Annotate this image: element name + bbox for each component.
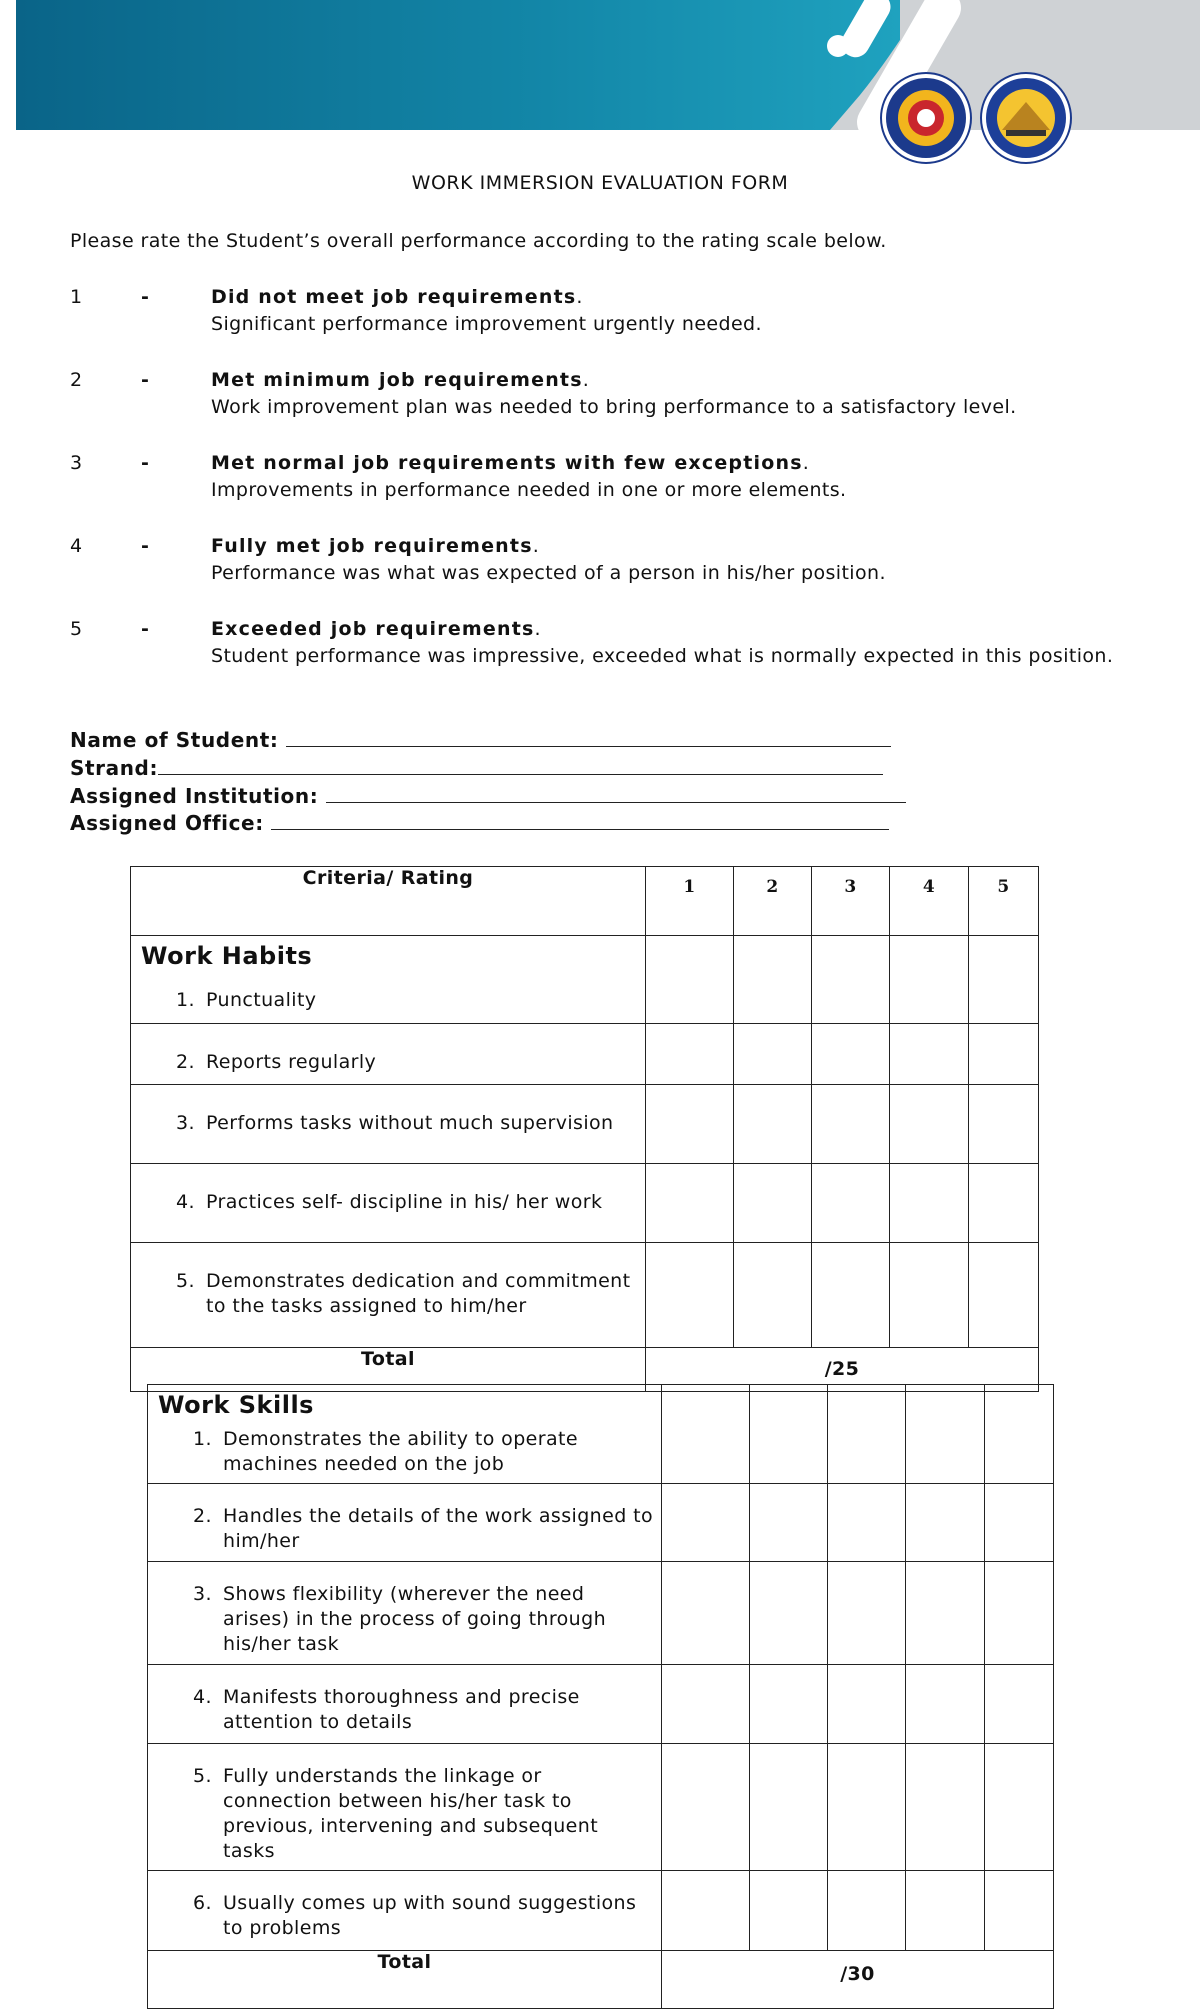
table-row xyxy=(148,1484,1054,1562)
field-label: Strand: xyxy=(70,756,159,780)
item-number: 4. xyxy=(176,1191,195,1213)
rating-cell[interactable] xyxy=(812,1085,890,1164)
rating-cell[interactable] xyxy=(906,1562,985,1665)
scale-number: 4 xyxy=(70,535,83,557)
item-number: 1. xyxy=(193,1428,212,1450)
rating-cell[interactable] xyxy=(812,1243,890,1348)
rating-cell[interactable] xyxy=(985,1484,1054,1562)
scale-heading: Met minimum job requirements xyxy=(211,369,583,391)
scale-dash: - xyxy=(141,618,150,640)
rating-cell[interactable] xyxy=(985,1665,1054,1744)
scale-dash: - xyxy=(141,535,150,557)
rating-cell[interactable] xyxy=(828,1484,906,1562)
criteria-item: Demonstrates the ability to operate machines needed on the job xyxy=(223,1428,578,1475)
item-number: 3. xyxy=(176,1112,195,1134)
rating-cell[interactable] xyxy=(750,1665,828,1744)
total-score[interactable]: /30 xyxy=(662,1951,1054,2009)
scale-description: Significant performance improvement urgently needed. xyxy=(211,313,762,335)
criteria-item: Practices self- discipline in his/ her work xyxy=(206,1191,603,1213)
total-row xyxy=(148,1951,1054,2009)
table-row xyxy=(148,1665,1054,1744)
rating-cell[interactable] xyxy=(906,1484,985,1562)
work-habits-table xyxy=(130,866,1039,1392)
institution-field[interactable] xyxy=(70,784,906,808)
rating-header-4: 4 xyxy=(890,867,969,936)
scale-dash: - xyxy=(141,452,150,474)
table-row xyxy=(131,936,1039,1024)
table-row xyxy=(148,1385,1054,1484)
rating-cell[interactable] xyxy=(828,1562,906,1665)
rating-cell[interactable] xyxy=(890,1243,969,1348)
rating-cell[interactable] xyxy=(734,936,812,1024)
rating-instructions: Please rate the Student’s overall performance according to the rating scale below. xyxy=(70,230,887,252)
rating-cell[interactable] xyxy=(662,1744,750,1871)
scale-number: 1 xyxy=(70,286,83,308)
school-seal-logo xyxy=(880,72,972,164)
criteria-item: Fully understands the linkage or connection between his/her task to previous, intervening and subsequent tasks xyxy=(223,1765,599,1862)
rating-cell[interactable] xyxy=(969,1085,1039,1164)
rating-cell[interactable] xyxy=(890,1164,969,1243)
criteria-item: Handles the details of the work assigned to him/her xyxy=(223,1505,653,1552)
rating-cell[interactable] xyxy=(734,1164,812,1243)
scale-heading: Met normal job requirements with few exceptions xyxy=(211,452,803,474)
student-name-field[interactable] xyxy=(70,728,891,752)
rating-cell[interactable] xyxy=(969,1024,1039,1085)
rating-cell[interactable] xyxy=(734,1024,812,1085)
rating-cell[interactable] xyxy=(750,1871,828,1951)
office-field[interactable] xyxy=(70,811,889,835)
table-row xyxy=(131,1024,1039,1085)
table-header-row xyxy=(131,867,1039,936)
rating-cell[interactable] xyxy=(662,1385,750,1484)
rating-cell[interactable] xyxy=(750,1562,828,1665)
rating-header-1: 1 xyxy=(646,867,734,936)
scale-description: Work improvement plan was needed to bring performance to a satisfactory level. xyxy=(211,396,1017,418)
rating-cell[interactable] xyxy=(969,936,1039,1024)
scale-description: Performance was what was expected of a person in his/her position. xyxy=(211,562,886,584)
form-title: WORK IMMERSION EVALUATION FORM xyxy=(411,172,789,194)
academy-seal-logo xyxy=(980,72,1072,164)
rating-cell[interactable] xyxy=(662,1562,750,1665)
rating-cell[interactable] xyxy=(812,1164,890,1243)
rating-cell[interactable] xyxy=(662,1871,750,1951)
scale-heading: Did not meet job requirements xyxy=(211,286,577,308)
rating-header-5: 5 xyxy=(969,867,1039,936)
rating-cell[interactable] xyxy=(662,1484,750,1562)
student-name-line[interactable] xyxy=(286,728,891,747)
field-label: Assigned Institution: xyxy=(70,784,319,808)
rating-cell[interactable] xyxy=(750,1744,828,1871)
section-title: Work Skills xyxy=(158,1391,314,1419)
rating-cell[interactable] xyxy=(734,1085,812,1164)
rating-header-3: 3 xyxy=(812,867,890,936)
rating-cell[interactable] xyxy=(646,1164,734,1243)
rating-cell[interactable] xyxy=(890,1024,969,1085)
rating-cell[interactable] xyxy=(734,1243,812,1348)
strand-line[interactable] xyxy=(158,756,883,775)
criteria-item: Punctuality xyxy=(206,989,317,1011)
field-label: Assigned Office: xyxy=(70,811,264,835)
field-label: Name of Student: xyxy=(70,728,279,752)
table-row xyxy=(131,1085,1039,1164)
rating-header-2: 2 xyxy=(734,867,812,936)
item-number: 2. xyxy=(176,1051,195,1073)
scale-dash: - xyxy=(141,369,150,391)
table-row xyxy=(148,1562,1054,1665)
rating-cell[interactable] xyxy=(906,1871,985,1951)
scale-number: 2 xyxy=(70,369,83,391)
item-number: 6. xyxy=(193,1892,212,1914)
scale-number: 5 xyxy=(70,618,83,640)
item-number: 2. xyxy=(193,1505,212,1527)
total-score[interactable]: /25 xyxy=(646,1348,1039,1392)
rating-cell[interactable] xyxy=(646,1243,734,1348)
table-row xyxy=(148,1871,1054,1951)
scale-dash: - xyxy=(141,286,150,308)
scale-number: 3 xyxy=(70,452,83,474)
total-label: Total xyxy=(148,1951,662,2009)
rating-cell[interactable] xyxy=(890,1085,969,1164)
rating-cell[interactable] xyxy=(646,1085,734,1164)
rating-cell[interactable] xyxy=(906,1665,985,1744)
rating-cell[interactable] xyxy=(890,936,969,1024)
table-row xyxy=(131,1243,1039,1348)
item-number: 3. xyxy=(193,1583,212,1605)
rating-cell[interactable] xyxy=(828,1385,906,1484)
table-row xyxy=(131,1164,1039,1243)
institution-line[interactable] xyxy=(326,784,906,803)
total-label: Total xyxy=(131,1348,646,1392)
office-line[interactable] xyxy=(271,811,889,830)
rating-cell[interactable] xyxy=(750,1385,828,1484)
criteria-item: Manifests thoroughness and precise attention to details xyxy=(223,1686,580,1733)
rating-cell[interactable] xyxy=(969,1164,1039,1243)
scale-heading: Exceeded job requirements xyxy=(211,618,535,640)
rating-cell[interactable] xyxy=(985,1871,1054,1951)
rating-cell[interactable] xyxy=(828,1665,906,1744)
item-number: 4. xyxy=(193,1686,212,1708)
work-skills-table xyxy=(147,1384,1054,2009)
strand-field[interactable] xyxy=(70,756,883,780)
scale-description: Improvements in performance needed in one or more elements. xyxy=(211,479,847,501)
rating-cell[interactable] xyxy=(985,1744,1054,1871)
criteria-header: Criteria/ Rating xyxy=(131,867,646,936)
item-number: 5. xyxy=(176,1270,195,1292)
rating-cell[interactable] xyxy=(812,936,890,1024)
rating-cell[interactable] xyxy=(812,1024,890,1085)
rating-cell[interactable] xyxy=(646,936,734,1024)
rating-cell[interactable] xyxy=(646,1024,734,1085)
item-number: 1. xyxy=(176,989,195,1011)
criteria-item: Usually comes up with sound suggestions to problems xyxy=(223,1892,637,1939)
criteria-item: Reports regularly xyxy=(206,1051,377,1073)
scale-heading: Fully met job requirements xyxy=(211,535,533,557)
criteria-item: Performs tasks without much supervision xyxy=(206,1112,614,1134)
rating-cell[interactable] xyxy=(828,1871,906,1951)
table-row xyxy=(148,1744,1054,1871)
section-title: Work Habits xyxy=(141,942,313,970)
rating-cell[interactable] xyxy=(906,1385,985,1484)
rating-cell[interactable] xyxy=(985,1385,1054,1484)
criteria-item: Demonstrates dedication and commitment to the tasks assigned to him/her xyxy=(206,1270,631,1317)
item-number: 5. xyxy=(193,1765,212,1787)
rating-cell[interactable] xyxy=(985,1562,1054,1665)
rating-cell[interactable] xyxy=(662,1665,750,1744)
scale-description: Student performance was impressive, exceeded what is normally expected in this position. xyxy=(211,645,1114,667)
rating-cell[interactable] xyxy=(906,1744,985,1871)
rating-cell[interactable] xyxy=(750,1484,828,1562)
rating-cell[interactable] xyxy=(828,1744,906,1871)
criteria-item: Shows flexibility (wherever the need arises) in the process of going through his/her task xyxy=(223,1583,607,1655)
rating-cell[interactable] xyxy=(969,1243,1039,1348)
